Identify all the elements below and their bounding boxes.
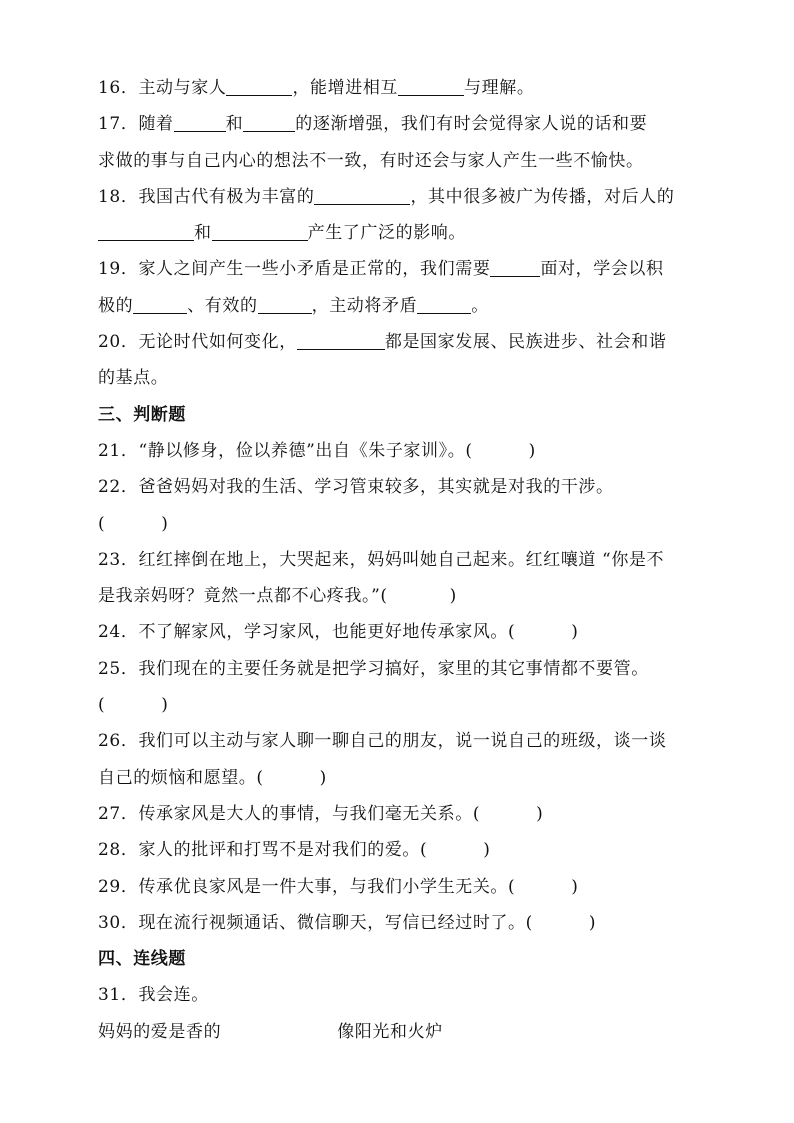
question-number: 25． [98, 658, 139, 679]
answer-blank[interactable] [258, 296, 312, 314]
question-26 [98, 723, 698, 759]
question-text: 都是国家发展、民族进步、社会和谐 [384, 332, 667, 353]
question-19 [98, 251, 698, 287]
question-26-continued [98, 760, 698, 796]
section-heading-true-false: 三、判断题 [98, 404, 186, 425]
question-number: 18． [98, 186, 139, 207]
question-number: 24． [98, 622, 139, 643]
question-text: 的基点。 [98, 368, 169, 389]
question-number: 16． [98, 78, 139, 98]
question-text: ，主动将矛盾 [311, 295, 418, 316]
question-text: 我会连。 [138, 985, 209, 1006]
question-17 [98, 106, 698, 142]
question-text: 求做的事与自己内心的想法不一致，有时还会与家人产生一些不愉快。 [98, 150, 644, 171]
question-text: 传承家风是大人的事情，与我们毫无关系。 [138, 803, 473, 824]
answer-blank[interactable] [398, 78, 464, 96]
question-30 [98, 905, 698, 941]
question-text: 我们现在的主要任务就是把学习搞好，家里的其它事情都不要管。 [138, 658, 649, 679]
question-number: 29． [98, 876, 139, 897]
question-text: 和 [225, 114, 244, 135]
question-text: ，其中很多被广为传播，对后人的 [410, 186, 675, 207]
worksheet-page [98, 70, 698, 1050]
question-number: 17． [98, 114, 139, 135]
question-text: 爸爸妈妈对我的生活、学习管束较多，其实就是对我的干涉。 [138, 477, 614, 498]
answer-blank[interactable] [226, 78, 292, 96]
matching-row [98, 1014, 698, 1050]
question-31 [98, 977, 698, 1013]
question-18 [98, 179, 698, 215]
question-27 [98, 796, 698, 832]
question-number: 21． [98, 440, 139, 461]
answer-blank[interactable] [314, 187, 410, 205]
question-number: 22． [98, 477, 139, 498]
question-text: 传承优良家风是一件大事，与我们小学生无关。 [138, 876, 509, 897]
question-number: 28． [98, 840, 139, 861]
answer-blank[interactable] [243, 114, 295, 132]
question-25-answer [98, 687, 698, 723]
answer-parentheses[interactable]: ( ) [98, 695, 169, 716]
answer-parentheses[interactable]: ( ) [508, 622, 579, 643]
question-text: 主动与家人 [138, 78, 227, 98]
question-text: 面对，学会以积 [540, 259, 664, 280]
question-text: 的逐渐增强，我们有时会觉得家人说的话和要 [295, 114, 648, 135]
answer-parentheses[interactable]: ( ) [380, 586, 457, 607]
question-18-continued [98, 215, 698, 251]
answer-blank[interactable] [212, 223, 308, 241]
question-text: 。 [471, 295, 489, 316]
answer-blank[interactable] [133, 296, 187, 314]
answer-blank[interactable] [297, 332, 385, 350]
question-24 [98, 614, 698, 650]
question-text: 与理解。 [464, 78, 535, 98]
question-17-continued [98, 143, 698, 179]
answer-blank[interactable] [417, 296, 471, 314]
answer-parentheses[interactable]: ( ) [98, 513, 169, 534]
question-text: 红红摔倒在地上，大哭起来，妈妈叫她自己起来。红红嚷道 “你是不 [138, 549, 665, 570]
question-28 [98, 832, 698, 868]
matching-right-item[interactable]: 像阳光和火炉 [337, 1021, 443, 1042]
question-29 [98, 869, 698, 905]
answer-parentheses[interactable]: ( ) [256, 767, 327, 788]
answer-parentheses[interactable]: ( ) [420, 840, 491, 861]
question-20-continued [98, 360, 698, 396]
question-text: 、有效的 [187, 295, 258, 316]
answer-parentheses[interactable]: ( ) [508, 876, 579, 897]
question-text: 随着 [138, 114, 174, 135]
answer-blank[interactable] [174, 114, 226, 132]
question-text: ，能增进相互 [292, 78, 399, 98]
question-19-continued [98, 288, 698, 324]
question-text: 家人之间产生一些小矛盾是正常的，我们需要 [138, 259, 491, 280]
answer-blank[interactable] [98, 223, 194, 241]
question-number: 30． [98, 912, 139, 933]
question-text: 产生了广泛的影响。 [307, 223, 467, 244]
question-text: 家人的批评和打骂不是对我们的爱。 [138, 840, 421, 861]
section-heading-matching: 四、连线题 [98, 949, 186, 970]
question-25 [98, 651, 698, 687]
question-number: 26． [98, 731, 139, 752]
question-text: 我们可以主动与家人聊一聊自己的朋友，说一说自己的班级，谈一谈 [138, 731, 667, 752]
answer-parentheses[interactable]: ( ) [525, 912, 597, 933]
question-21 [98, 433, 698, 469]
question-number: 27． [98, 803, 139, 824]
question-text: 是我亲妈呀？竟然一点都不心疼我。” [98, 586, 381, 607]
question-23-continued [98, 578, 698, 614]
matching-left-item[interactable]: 妈妈的爱是香的 [98, 1021, 222, 1042]
question-23 [98, 542, 698, 578]
answer-parentheses[interactable]: ( ) [465, 440, 536, 461]
question-text: 我国古代有极为丰富的 [138, 186, 315, 207]
question-number: 31． [98, 985, 139, 1006]
question-number: 23． [98, 549, 139, 570]
question-number: 19． [98, 259, 139, 280]
question-text: 现在流行视频通话、微信聊天，写信已经过时了。 [138, 912, 526, 933]
question-text: 和 [194, 223, 212, 244]
question-text: 无论时代如何变化， [138, 332, 297, 353]
question-text: 不了解家风，学习家风，也能更好地传承家风。 [138, 622, 509, 643]
question-22 [98, 469, 698, 505]
answer-blank[interactable] [490, 259, 540, 277]
answer-parentheses[interactable]: ( ) [472, 803, 544, 824]
question-22-answer [98, 506, 698, 542]
question-20 [98, 324, 698, 360]
question-16 [98, 70, 698, 106]
question-text: 极的 [98, 295, 134, 316]
question-text: “静以修身，俭以养德”出自《朱子家训》。 [138, 440, 466, 461]
question-text: 自己的烦恼和愿望。 [98, 767, 257, 788]
question-number: 20． [98, 332, 139, 353]
